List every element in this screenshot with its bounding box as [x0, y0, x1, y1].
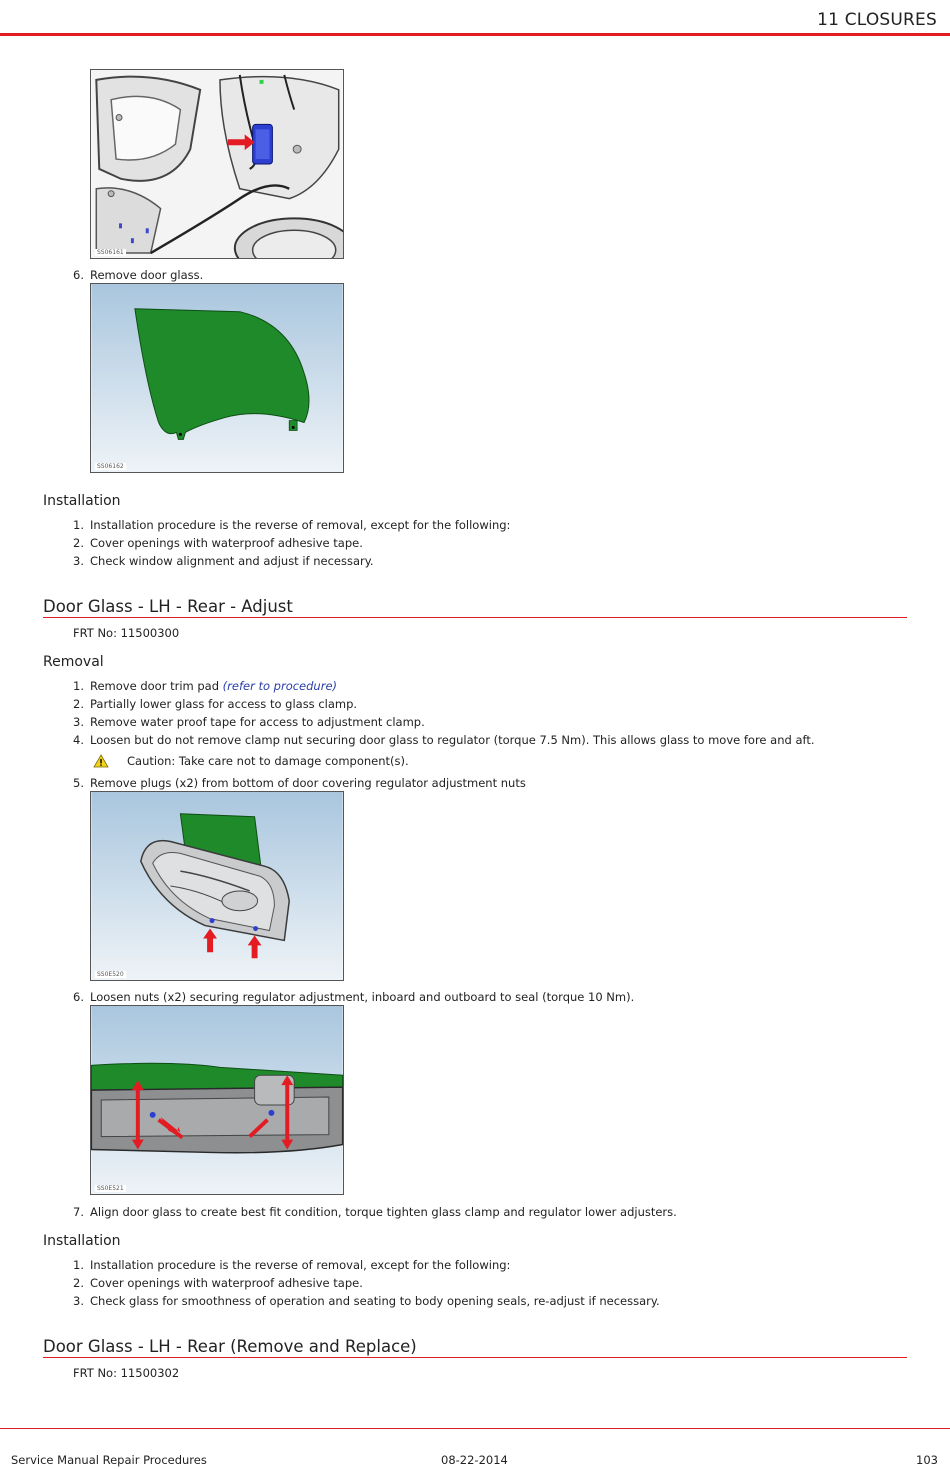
figure-regulator-adjustment [90, 1005, 344, 1195]
step-number: 1. [73, 1258, 84, 1272]
list-item [73, 1294, 660, 1308]
list-item [73, 697, 357, 711]
section-divider [43, 617, 907, 618]
step-text: Installation procedure is the reverse of removal, except for the following: [90, 518, 511, 532]
header-divider [0, 33, 950, 36]
list-item [73, 1276, 363, 1290]
step-text: Loosen nuts (x2) securing regulator adjustment, inboard and outboard to seal (torque 10 Nm). [90, 990, 635, 1004]
step-number: 1. [73, 518, 84, 532]
caution-note [93, 754, 409, 768]
list-item [73, 518, 510, 532]
frt-number: FRT No: 11500302 [73, 1366, 180, 1380]
footer-document-title: Service Manual Repair Procedures [11, 1453, 207, 1467]
list-item [73, 776, 526, 790]
page-number: 103 [916, 1453, 938, 1467]
step-number: 5. [73, 776, 84, 790]
regulator-adjustment-illustration [91, 1006, 343, 1194]
step-text: Check window alignment and adjust if necessary. [90, 554, 374, 568]
list-item [73, 733, 815, 747]
footer-divider [0, 1428, 950, 1429]
subheading-removal: Removal [43, 654, 104, 670]
caution-text: Take care not to damage component(s). [175, 754, 409, 768]
section-title-adjust: Door Glass - LH - Rear - Adjust [43, 597, 293, 616]
step-text: Remove plugs (x2) from bottom of door covering regulator adjustment nuts [90, 776, 526, 790]
subheading-installation: Installation [43, 1233, 121, 1249]
list-item [73, 715, 425, 729]
figure-code: SS06161 [97, 249, 124, 256]
step-text: Loosen but do not remove clamp nut securing door glass to regulator (torque 7.5 Nm). This allows glass to move fore and aft. [90, 733, 815, 747]
door-plugs-illustration [91, 792, 343, 980]
step-number: 3. [73, 554, 84, 568]
list-item [73, 268, 203, 282]
step-number: 7. [73, 1205, 84, 1219]
footer-date: 08-22-2014 [441, 1453, 508, 1467]
figure-door-glass [90, 283, 344, 473]
section-divider [43, 1357, 907, 1358]
step-text: Check glass for smoothness of operation and seating to body opening seals, re-adjust if necessary. [90, 1294, 660, 1308]
figure-code: SS0E521 [97, 1185, 124, 1192]
list-item [73, 990, 634, 1004]
step-text: Remove door glass. [90, 268, 204, 282]
step-text: Cover openings with waterproof adhesive tape. [90, 1276, 363, 1290]
step-number: 6. [73, 268, 84, 282]
list-item [73, 536, 363, 550]
step-number: 4. [73, 733, 84, 747]
subheading-installation: Installation [43, 493, 121, 509]
step-number: 2. [73, 536, 84, 550]
frt-number: FRT No: 11500300 [73, 626, 180, 640]
step-number: 3. [73, 715, 84, 729]
door-glass-illustration [91, 284, 343, 472]
step-text: Cover openings with waterproof adhesive tape. [90, 536, 363, 550]
figure-code: SS0E520 [97, 971, 124, 978]
figure-door-connector [90, 69, 344, 259]
step-text: Remove door trim pad [90, 679, 223, 693]
list-item [73, 1258, 510, 1272]
step-number: 2. [73, 697, 84, 711]
warning-icon [93, 754, 109, 768]
page-section-title: 11 CLOSURES [817, 10, 937, 30]
figure-door-plugs [90, 791, 344, 981]
step-text: Partially lower glass for access to glass clamp. [90, 697, 358, 711]
figure-code: SS06162 [97, 463, 124, 470]
list-item [73, 554, 374, 568]
section-title-remove-replace: Door Glass - LH - Rear (Remove and Replace) [43, 1337, 417, 1356]
step-text: Installation procedure is the reverse of removal, except for the following: [90, 1258, 511, 1272]
list-item [73, 679, 337, 693]
step-number: 6. [73, 990, 84, 1004]
caution-label: Caution: [127, 754, 176, 768]
step-number: 3. [73, 1294, 84, 1308]
refer-to-procedure-link[interactable]: (refer to procedure) [222, 679, 338, 693]
step-number: 1. [73, 679, 84, 693]
step-text: Align door glass to create best fit condition, torque tighten glass clamp and regulator lower adjusters. [90, 1205, 677, 1219]
step-number: 2. [73, 1276, 84, 1290]
list-item [73, 1205, 677, 1219]
step-text: Remove water proof tape for access to adjustment clamp. [90, 715, 425, 729]
door-connector-illustration [91, 70, 343, 258]
